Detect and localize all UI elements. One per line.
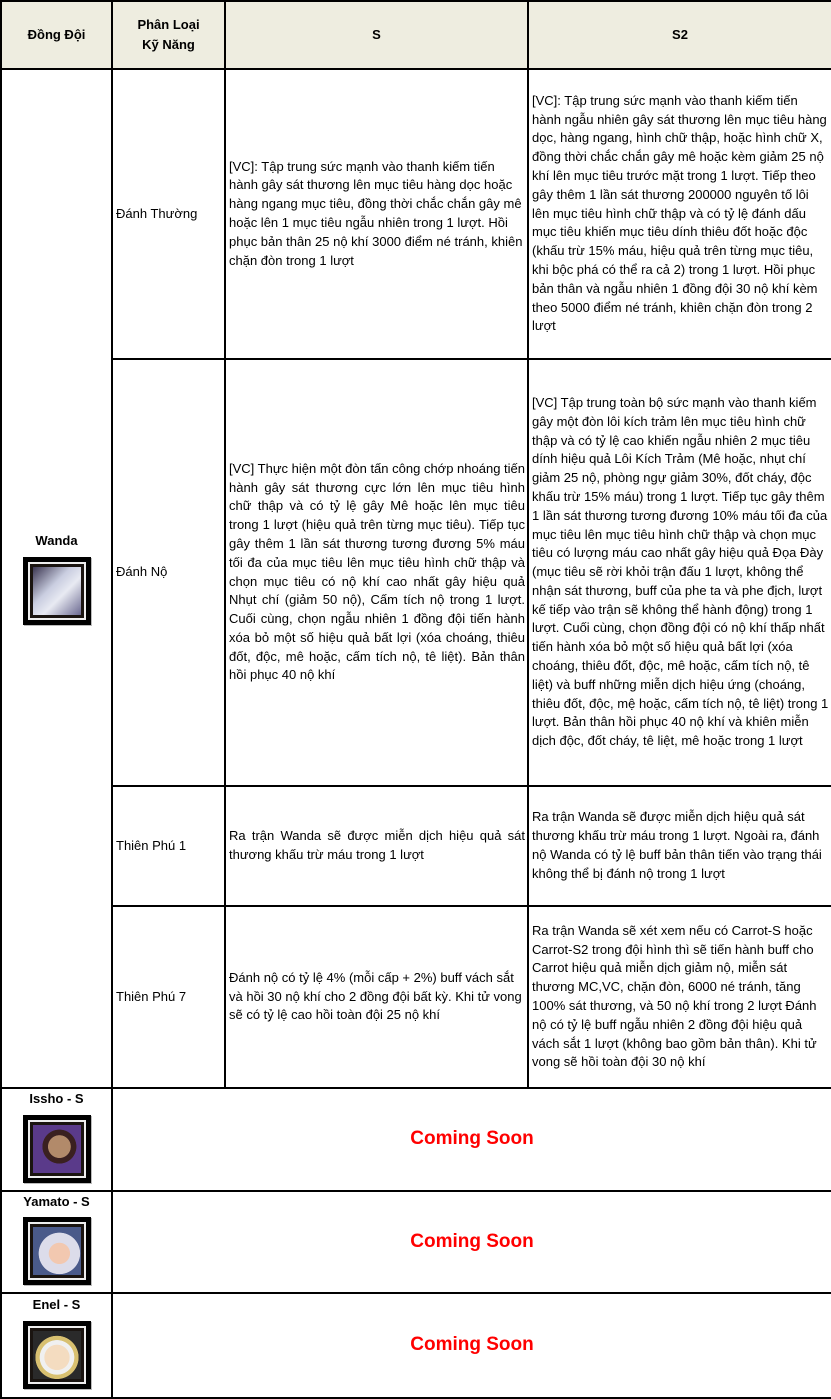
ally-name: Wanda: [35, 533, 78, 549]
header-skill-type: Phân Loại Kỹ Năng: [112, 1, 225, 69]
skill-s2: Ra trận Wanda sẽ xét xem nếu có Carrot-S hoặc Carrot-S2 trong đội hình thì sẽ tiến hành buff cho Carrot hiệu quả miễn dịch giảm nộ, miễn sát thương MC,VC, chặn đòn, 6000 né tránh, tăng 100% sát thương, và 50 nộ khí trong 2 lượt Đánh nộ có tỷ lệ buff ngẫu nhiên 2 đồng đội hiệu quả vách sắt 1 lượt (không bao gồm bản thân). Khi tử vong sẽ hồi toàn đội 30 nộ khí: [528, 906, 831, 1088]
table-row: [1, 786, 831, 906]
ally-cell-wanda: [1, 69, 112, 1088]
table-row: [1, 1293, 831, 1398]
skill-s: [VC] Thực hiện một đòn tấn công chớp nhoáng tiến hành gây sát thương cực lớn lên mục tiêu hình chữ thập và có tỷ lệ gây Mê hoặc lên mục tiêu trong 1 lượt (hiệu quả trên từng mục tiêu). Tiếp tục gây thêm 1 lần sát thương tương đương 5% máu tối đa của mục tiêu lên mục tiêu hình chữ thập và chọn mục tiêu có nộ khí cao nhất gây hiệu quả Nhụt chí (giảm 50 nộ), Cấm tích nộ trong 1 lượt. Cuối cùng, chọn ngẫu nhiên 1 đồng đội tiến hành xóa bỏ một số hiệu quả bất lợi (xóa choáng, thiêu đốt, độc, mê hoặc, cấm tích nộ, tê liệt). Bản thân hồi phục 40 nộ khí: [225, 359, 528, 786]
table-row: [1, 69, 831, 359]
issho-portrait: [23, 1115, 91, 1183]
header-ally: Đồng Đội: [1, 1, 112, 69]
skill-type: Thiên Phú 7: [112, 906, 225, 1088]
yamato-portrait: [23, 1217, 91, 1285]
header-s: S: [225, 1, 528, 69]
coming-soon: Coming Soon: [112, 1088, 831, 1191]
table-row: [1, 1088, 831, 1191]
table-row: [1, 359, 831, 786]
skill-s: Đánh nộ có tỷ lệ 4% (mỗi cấp + 2%) buff vách sắt và hồi 30 nộ khí cho 2 đồng đội bất kỳ. Khi tử vong sẽ có tỷ lệ cao hồi toàn đội 25 nộ khí: [225, 906, 528, 1088]
skill-s2: Ra trận Wanda sẽ được miễn dịch hiệu quả sát thương khấu trừ máu trong 1 lượt. Ngoài ra, đánh nộ Wanda có tỷ lệ buff bản thân tiến vào trạng thái không thể bị đánh nộ trong 1 lượt: [528, 786, 831, 906]
enel-portrait: [23, 1321, 91, 1389]
coming-soon: Coming Soon: [112, 1293, 831, 1398]
skill-type: Thiên Phú 1: [112, 786, 225, 906]
skill-s: Ra trận Wanda sẽ được miễn dịch hiệu quả sát thương khấu trừ máu trong 1 lượt: [225, 786, 528, 906]
skill-type: Đánh Thường: [112, 69, 225, 359]
skill-s: [VC]: Tập trung sức mạnh vào thanh kiếm tiến hành gây sát thương lên mục tiêu hàng dọc hoặc hàng ngang mục tiêu, đồng thời chắc chắn gây mê hoặc lên 1 mục tiêu ngẫu nhiên trong 1 lượt. Hồi phục bản thân 25 nộ khí 3000 điểm né tránh, khiên chặn đòn trong 1 lượt: [225, 69, 528, 359]
ally-name: Yamato - S: [23, 1193, 90, 1209]
ally-cell-enel: [1, 1293, 112, 1398]
ally-cell-issho: [1, 1088, 112, 1191]
coming-soon: Coming Soon: [112, 1191, 831, 1293]
table-row: [1, 906, 831, 1088]
skill-s2: [VC] Tập trung toàn bộ sức mạnh vào thanh kiếm gây một đòn lôi kích trảm lên mục tiêu hình chữ thập và có tỷ lệ cao khiến ngẫu nhiên 2 mục tiêu dính hiệu quả Lôi Kích Trảm (Mê hoặc, nhụt chí giảm 25 nộ, phòng ngự giảm 30%, đốt cháy, độc khấu trừ 15% máu) trong 1 lượt. Tiếp tục gây thêm 1 lần sát thương tương đương 10% máu tối đa của mục tiêu lên mục tiêu hình chữ thập và chọn mục tiêu có lượng máu cao nhất gây hiệu quả Đọa Đày (mục tiêu sẽ rời khỏi trận đấu 1 lượt, không thể nhận sát thương, buff của phe ta và phe địch, lượt kế tiếp vào trận sẽ không thể hành động) trong 1 lượt. Cuối cùng, chọn đồng đội có nộ khí thấp nhất tiến hành xóa bỏ một số hiệu quả bất lợi (xóa choáng, thiêu đốt, độc, mê hoặc, cấm tích nộ, tê liệt) và buff những miễn dịch hiệu ứng (choáng, thiêu đốt, độc, mệ hoặc, cấm tích nộ, tê liệt) trong 1 lượt. Bản thân hồi phục 40 nộ khí và khiên miễn dịch độc, đốt cháy, tê liệt, mê hoặc trong 1 lượt: [528, 359, 831, 786]
ally-name: Issho - S: [29, 1091, 84, 1107]
ally-cell-yamato: [1, 1191, 112, 1293]
header-s2: S2: [528, 1, 831, 69]
ally-name: Enel - S: [32, 1297, 81, 1313]
wanda-portrait: [23, 557, 91, 625]
skill-s2: [VC]: Tập trung sức mạnh vào thanh kiếm tiến hành ngẫu nhiên gây sát thương lên mục tiêu hàng dọc, hàng ngang, hình chữ thập, hoặc hình chữ X, đồng thời chắc chắn gây mê hoặc kèm giảm 25 nộ khí lên mục tiêu trước mặt trong 1 lượt. Tiếp theo gây thêm 1 lần sát thương 200000 nguyên tố lôi lên mục tiêu hình chữ thập và có tỷ lệ đánh dấu mục tiêu khiến mục tiêu dính thiêu đốt hoặc độc (khấu trừ 15% máu, hiệu quả trên từng mục tiêu, khi bộc phá có thể ra cả 2) trong 1 lượt. Hồi phục bản thân và ngẫu nhiên 1 đồng đội 30 nộ khí kèm theo 5000 điểm né tránh, khiên chặn đòn trong 2 lượt: [528, 69, 831, 359]
table-row: [1, 1191, 831, 1293]
header-row: [1, 1, 831, 69]
skill-type: Đánh Nộ: [112, 359, 225, 786]
